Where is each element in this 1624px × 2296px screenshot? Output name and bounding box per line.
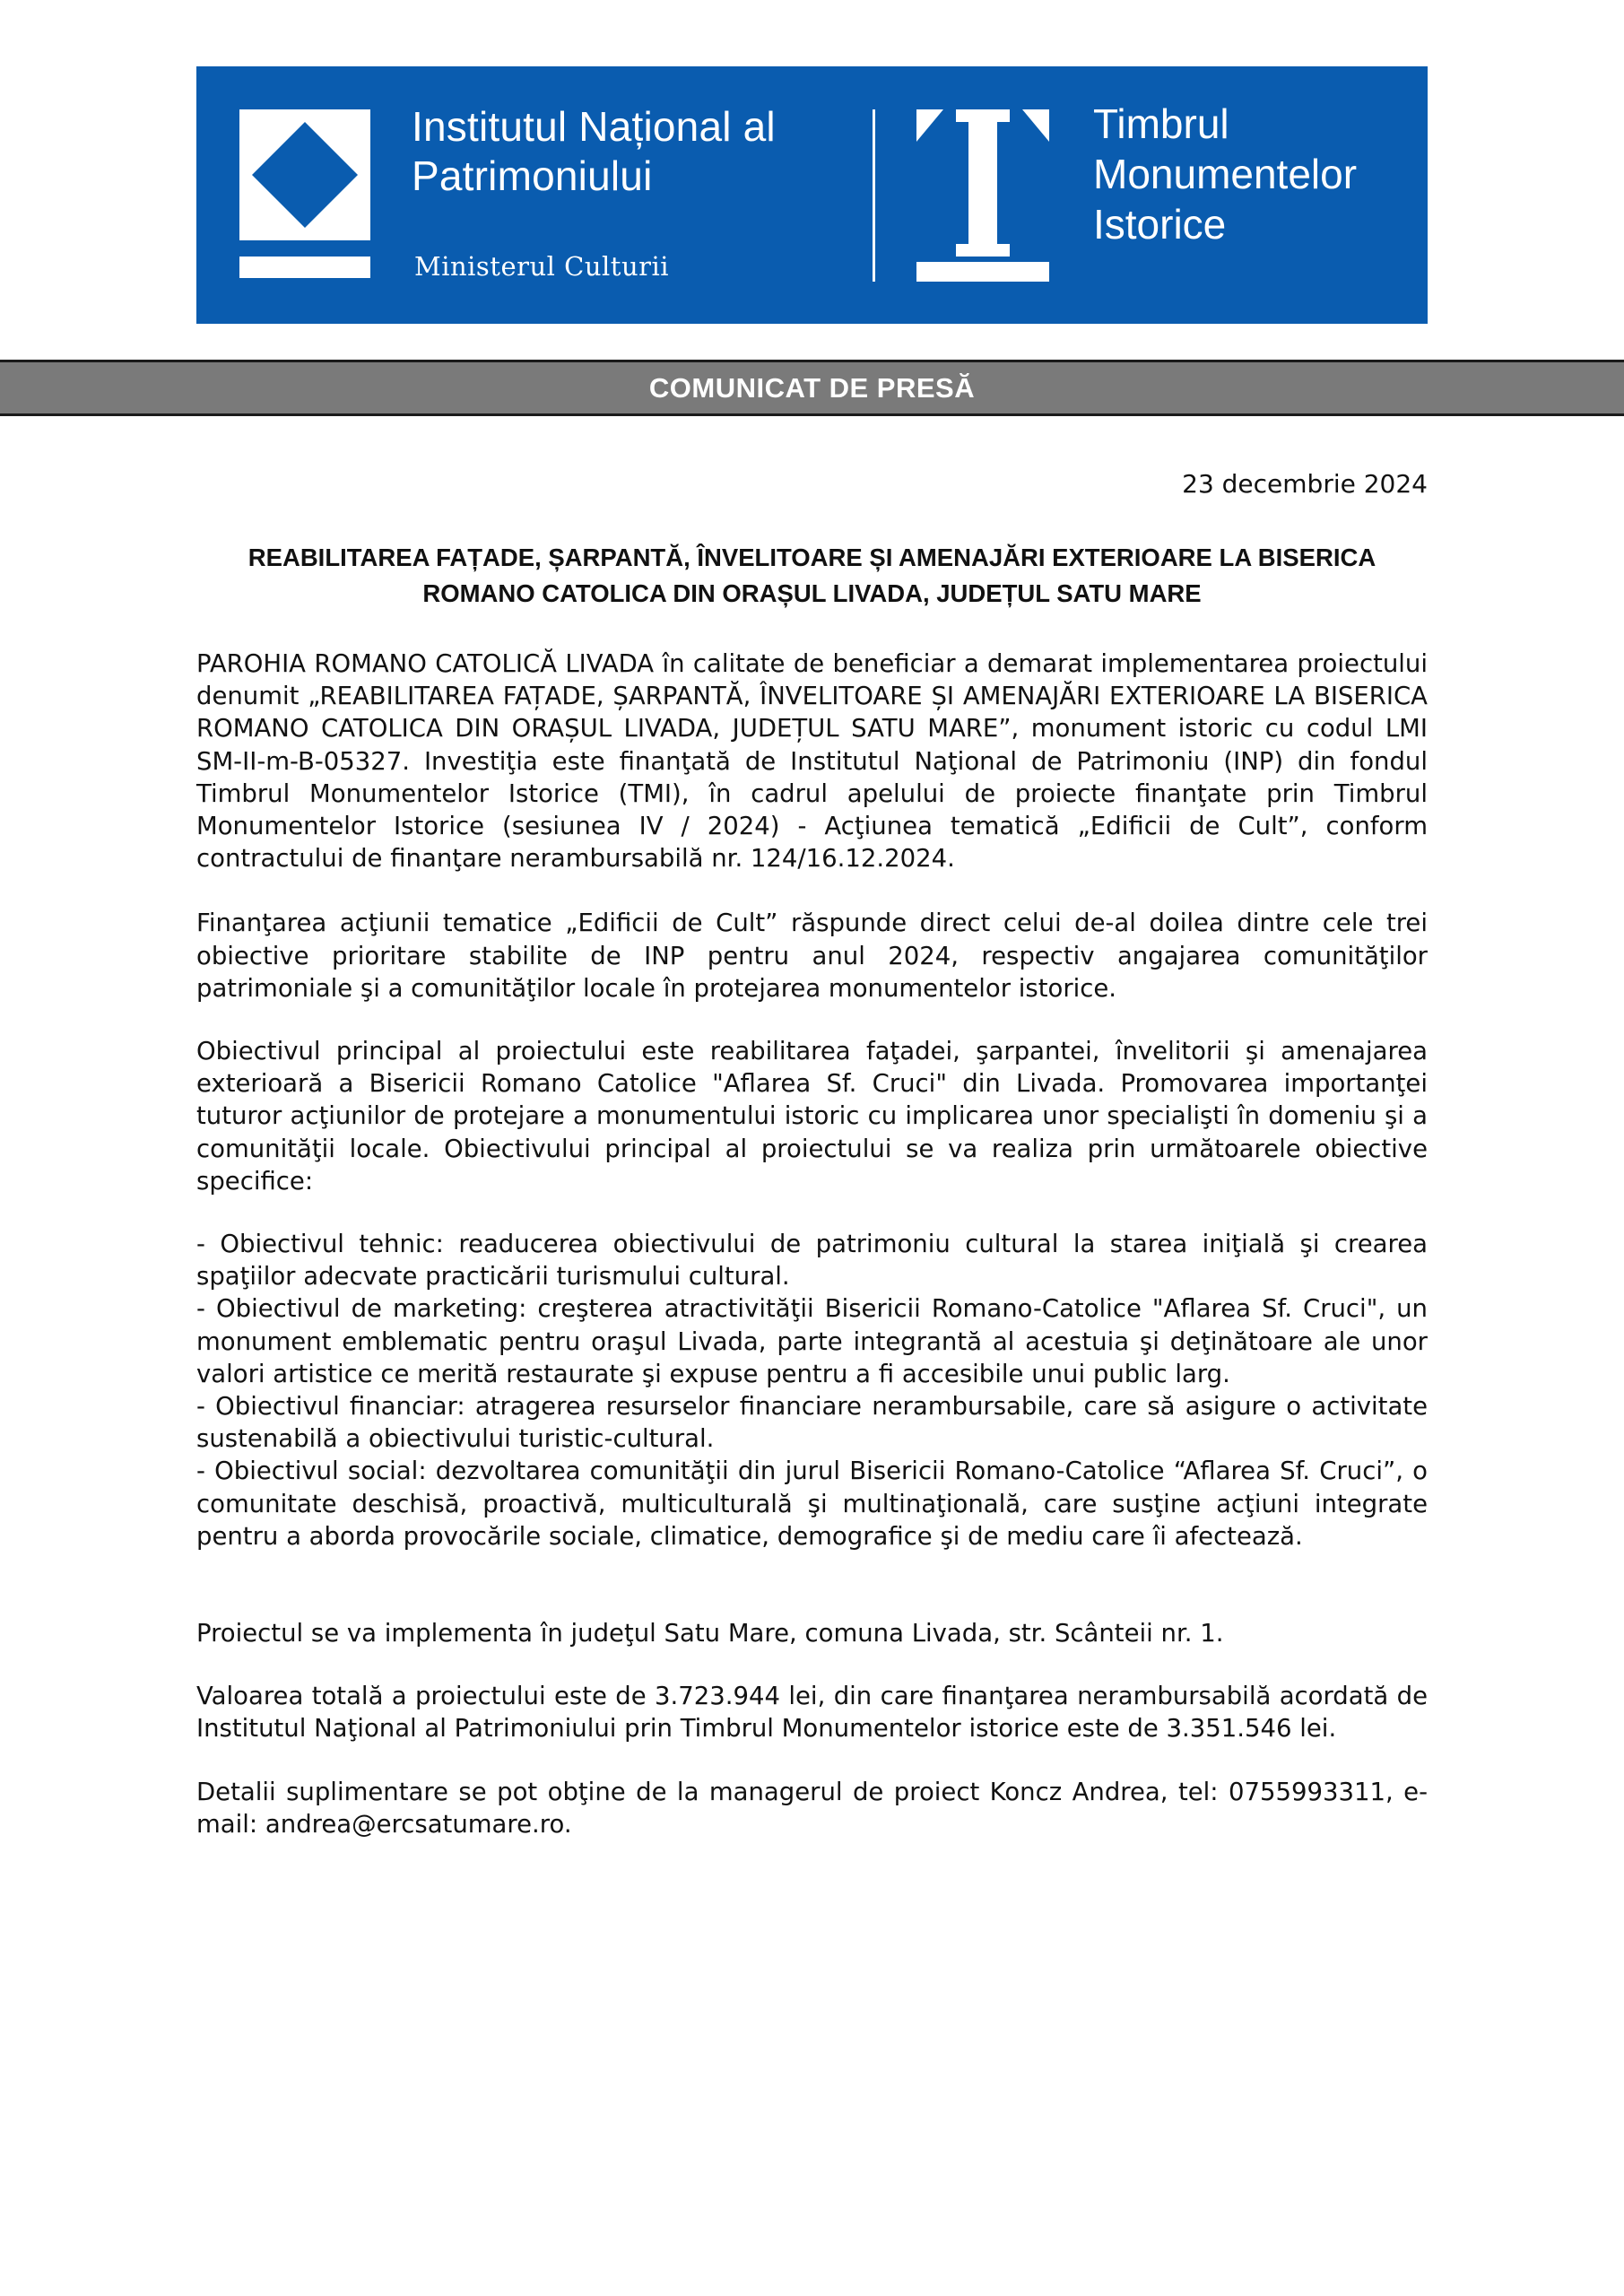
inp-logo-bar-icon: [239, 257, 370, 278]
inp-name-line2: Patrimoniului: [412, 152, 653, 199]
tmi-name-line2: Monumentelor: [1093, 151, 1358, 197]
title-line2: ROMANO CATOLICA DIN ORAȘUL LIVADA, JUDEȚUL SATU MARE: [422, 579, 1202, 607]
header-banner: [196, 66, 1428, 324]
paragraph-funding: Finanţarea acţiunii tematice „Edificii de Cult” răspunde direct celui de-al doilea dintre cele trei obiective prioritare stabilite de INP pentru anul 2024, respectiv angajarea comunităţilor patrimoniale şi a comunităţilor locale în protejarea monumentelor istorice.: [196, 909, 1428, 1003]
paragraph-value: Valoarea totală a proiectului este de 3.723.944 lei, din care finanţarea nerambursabilă acordată de Institutul Naţional al Patrimoniului prin Timbrul Monumentelor istorice este de 3.351.546 lei.: [196, 1682, 1428, 1744]
paragraph-objective: Obiectivul principal al proiectului este reabilitarea faţadei, şarpantei, învelitorii şi amenajarea exterioară a Bisericii Romano Catolice "Aflarea Sf. Cruci" din Livada. Promovarea importanţei tuturor acţiunilor de protejare a monumentului istoric cu implicarea unor specialişti în domeniu şi a comunităţii locale. Obiectivului principal al proiectului se va realiza prin următoarele obiective specifice:: [196, 1037, 1428, 1196]
objective-social: - Obiectivul social: dezvoltarea comunităţii din jurul Bisericii Romano-Catolice “Aflarea Sf. Cruci”, o comunitate deschisă, proactivă, multiculturală şi multinaţională, care susţine acţiuni integrate pentru a aborda provocările sociale, climatice, demografice şi de mediu care îi afectează.: [196, 1457, 1428, 1551]
tmi-name-line1: Timbrul: [1093, 100, 1229, 147]
title-line1: REABILITAREA FAȚADE, ȘARPANTĂ, ÎNVELITOARE ȘI AMENAJĂRI EXTERIOARE LA BISERICA: [248, 544, 1376, 571]
document-title: [196, 540, 1428, 612]
ministry-name: Ministerul Culturii: [414, 251, 670, 282]
document-body: [196, 648, 1428, 1840]
tmi-program-name: [1093, 99, 1357, 249]
header-divider: [873, 109, 875, 282]
inp-institution-name: [412, 102, 776, 201]
paragraph-location: Proiectul se va implementa în judeţul Satu Mare, comuna Livada, str. Scânteii nr. 1.: [196, 1619, 1224, 1648]
tmi-logo-icon: [916, 109, 1049, 282]
inp-name-line1: Institutul Național al: [412, 103, 776, 150]
press-release-bar: [0, 360, 1624, 416]
inp-logo-icon: [239, 109, 370, 240]
objective-marketing: - Obiectivul de marketing: creşterea atractivităţii Bisericii Romano-Catolice "Aflarea Sf. Cruci", un monument emblematic pentru oraşul Livada, parte integrantă al acestuia şi deţinătoare ale unor valori artistice ce merită restaurate şi expuse pentru a fi accesibile unui public larg.: [196, 1294, 1428, 1388]
objective-financial: - Obiectivul financiar: atragerea resurselor financiare nerambursabile, care să asigure o activitate sustenabilă a obiectivului turistic-cultural.: [196, 1392, 1428, 1454]
tmi-name-line3: Istorice: [1093, 201, 1227, 248]
paragraph-contact: Detalii suplimentare se pot obţine de la managerul de proiect Koncz Andrea, tel: 0755993311, e-mail: andrea@ercsatumare.ro.: [196, 1777, 1428, 1839]
press-release-label: COMUNICAT DE PRESĂ: [648, 371, 976, 404]
paragraph-intro: PAROHIA ROMANO CATOLICĂ LIVADA în calitate de beneficiar a demarat implementarea proiectului denumit „REABILITAREA FAȚADE, ȘARPANTĂ, ÎNVELITOARE ȘI AMENAJĂRI EXTERIOARE LA BISERICA ROMANO CATOLICA DIN ORAȘUL LIVADA, JUDEȚUL SATU MARE”, monument istoric cu codul LMI SM-II-m-B-05327. Investiţia este finanţată de Institutul Naţional de Patrimoniu (INP) din fondul Timbrul Monumentelor Istorice (TMI), în cadrul apelului de proiecte finanţate prin Timbrul Monumentelor Istorice (sesiunea IV / 2024) - Acţiunea tematică „Edificii de Cult”, conform contractului de finanţare nerambursabilă nr. 124/16.12.2024.: [196, 649, 1428, 874]
objective-technical: - Obiectivul tehnic: readucerea obiectivului de patrimoniu cultural la starea iniţială şi crearea spaţiilor adecvate practicării turismului cultural.: [196, 1230, 1428, 1292]
release-date: 23 decembrie 2024: [1182, 469, 1428, 499]
